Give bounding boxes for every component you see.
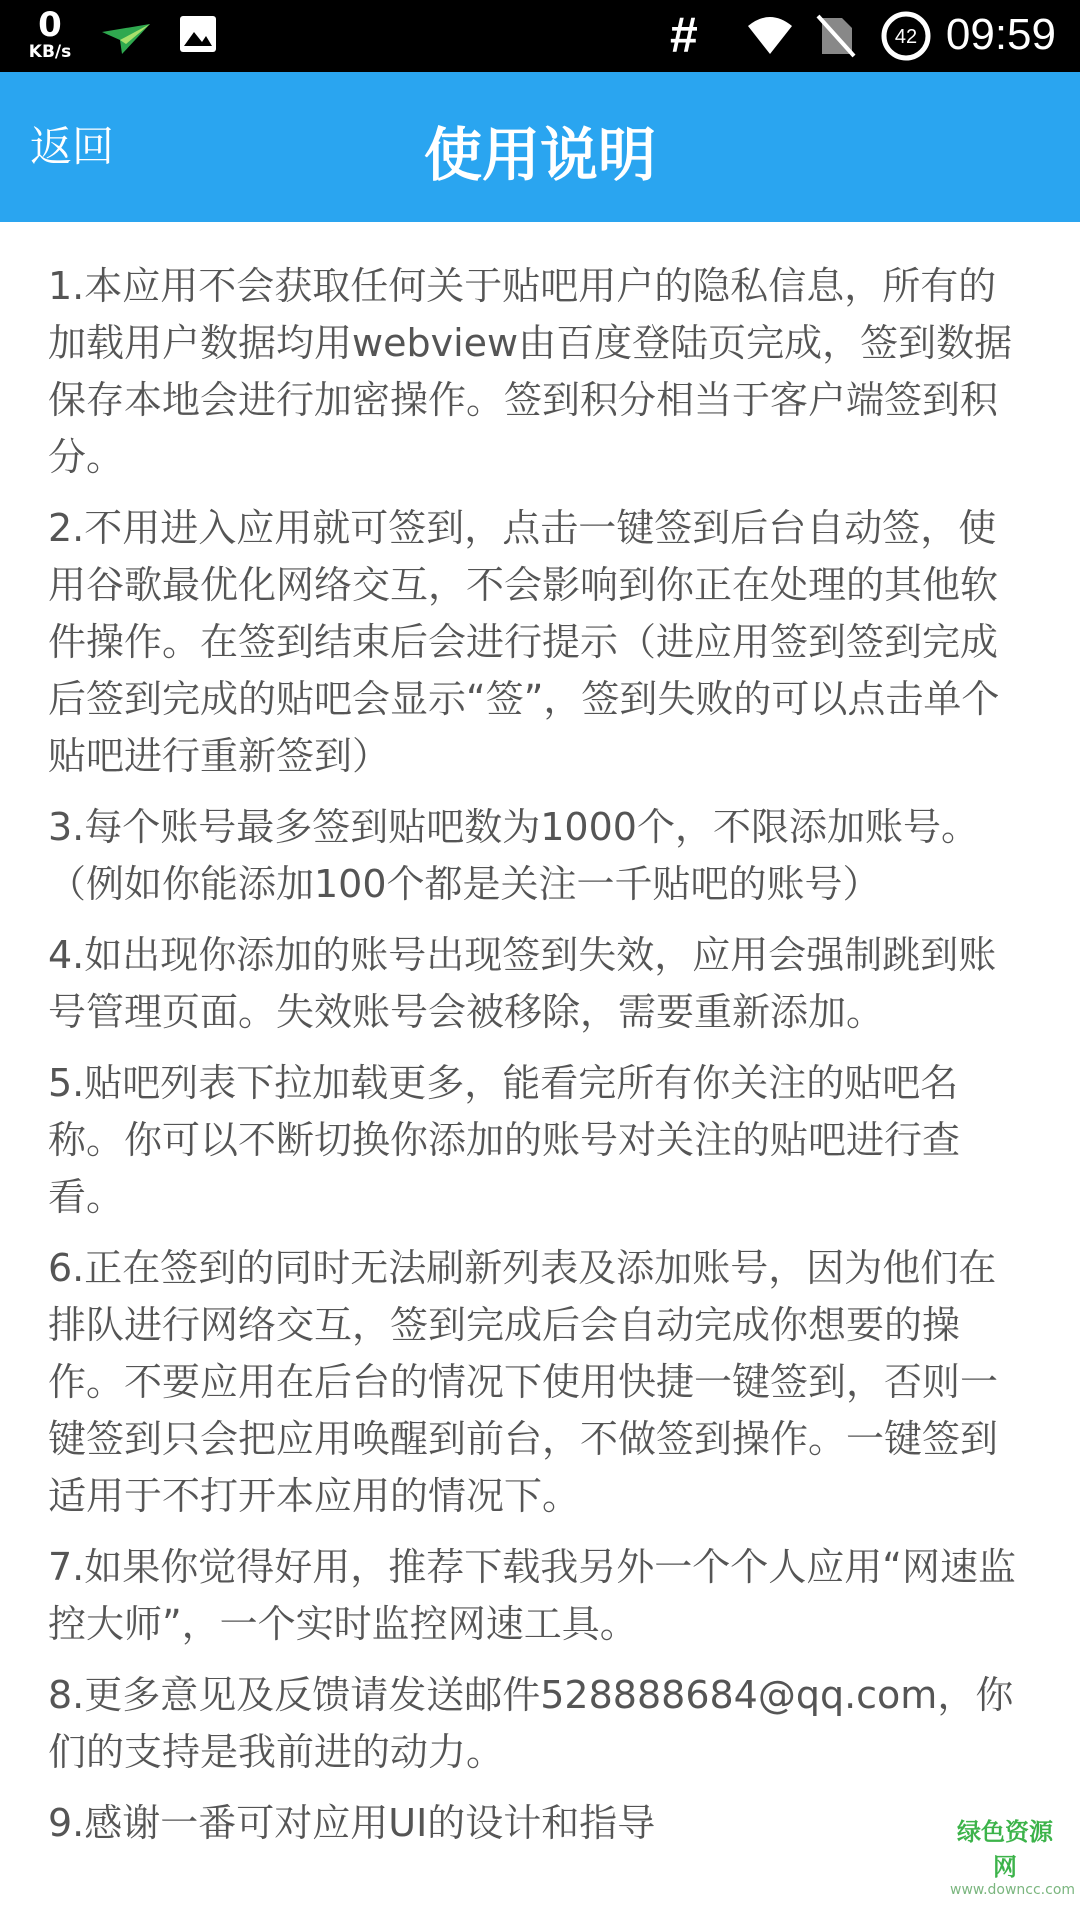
image-icon bbox=[178, 14, 218, 58]
back-button[interactable]: 返回 bbox=[30, 122, 115, 171]
network-speed-value: 0 bbox=[38, 5, 62, 45]
status-bar bbox=[0, 0, 1080, 72]
page-title: 使用说明 bbox=[423, 121, 656, 189]
instruction-item-7: 7.如果你觉得好用，推荐下载我另外一个个人应用“网速监控大师”，一个实时监控网速工具。 bbox=[48, 1545, 1016, 1646]
instruction-item-9: 9.感谢一番可对应用UI的设计和指导 bbox=[48, 1801, 656, 1845]
instruction-item-8: 8.更多意见及反馈请发送邮件528888684@qq.com，你们的支持是我前进的动力。 bbox=[48, 1673, 1014, 1774]
instruction-item-1: 1.本应用不会获取任何关于贴吧用户的隐私信息，所有的加载用户数据均用webview由百度登陆页完成，签到数据保存本地会进行加密操作。签到积分相当于客户端签到积分。 bbox=[48, 264, 1013, 479]
battery-level: 42 bbox=[894, 26, 918, 48]
paper-plane-icon bbox=[100, 18, 152, 62]
network-speed-unit: KB/s bbox=[28, 42, 72, 62]
network-speed bbox=[20, 5, 80, 62]
battery-icon bbox=[880, 10, 932, 66]
hash-icon: # bbox=[670, 7, 698, 63]
wifi-icon bbox=[746, 14, 794, 60]
instruction-item-3: 3.每个账号最多签到贴吧数为1000个，不限添加账号。（例如你能添加100个都是关注一千贴吧的账号） bbox=[48, 805, 979, 906]
watermark-logo-text: 绿色资源网 bbox=[957, 1818, 1053, 1881]
instruction-item-2: 2.不用进入应用就可签到，点击一键签到后台自动签，使用谷歌最优化网络交互，不会影响到你正在处理的其他软件操作。在签到结束后会进行提示（进应用签到签到完成后签到完成的贴吧会显示“签”，签到失败的可以点击单个贴吧进行重新签到） bbox=[48, 506, 1000, 778]
instruction-item-4: 4.如出现你添加的账号出现签到失效，应用会强制跳到账号管理页面。失效账号会被移除，需要重新添加。 bbox=[48, 933, 997, 1034]
app-bar bbox=[0, 72, 1080, 222]
watermark-url: www.downcc.com bbox=[950, 1882, 1076, 1898]
instruction-item-5: 5.贴吧列表下拉加载更多，能看完所有你关注的贴吧名称。你可以不断切换你添加的账号对关注的贴吧进行查看。 bbox=[48, 1061, 961, 1219]
instruction-item-6: 6.正在签到的同时无法刷新列表及添加账号，因为他们在排队进行网络交互，签到完成后会自动完成你想要的操作。不要应用在后台的情况下使用快捷一键签到，否则一键签到只会把应用唤醒到前台，不做签到操作。一键签到适用于不打开本应用的情况下。 bbox=[48, 1246, 999, 1518]
instructions-list bbox=[48, 258, 1028, 1866]
site-watermark bbox=[950, 1812, 1076, 1898]
no-sim-icon bbox=[816, 12, 856, 62]
clock: 09:59 bbox=[945, 10, 1056, 59]
